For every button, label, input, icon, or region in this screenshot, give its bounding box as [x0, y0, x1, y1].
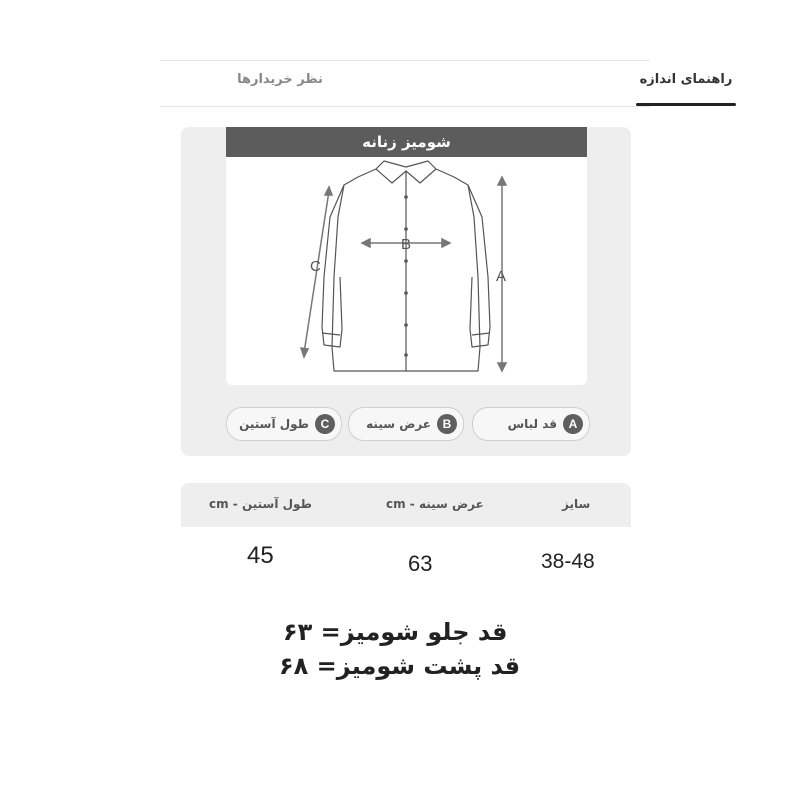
- front-length-note: قد جلو شومیز= ۶۳: [283, 618, 508, 646]
- header-size: سایز: [562, 497, 591, 511]
- legend-item-a: [472, 407, 590, 441]
- tab-bar: [160, 62, 733, 107]
- tab-reviews[interactable]: [220, 72, 340, 87]
- shirt-diagram: [226, 157, 587, 385]
- top-divider: [160, 60, 650, 61]
- active-tab-indicator: [636, 103, 736, 106]
- label-a: A: [496, 268, 507, 285]
- legend-label-a: قد لباس: [507, 417, 557, 431]
- shirt-illustration: [226, 157, 587, 385]
- legend-badge-c: C: [315, 414, 335, 434]
- label-c: C: [310, 258, 321, 275]
- legend-item-b: [348, 407, 464, 441]
- tab-reviews-label: نظر خریدارها: [237, 72, 323, 87]
- legend-badge-b: B: [437, 414, 457, 434]
- legend-badge-a: A: [563, 414, 583, 434]
- tab-size-guide-label: راهنمای اندازه: [639, 72, 733, 87]
- card-title: شومیز زنانه: [226, 127, 587, 157]
- legend-label-c: طول آستین: [239, 417, 309, 431]
- cell-sleeve: 45: [247, 542, 274, 569]
- legend-item-c: [226, 407, 342, 441]
- cell-size: 38-48: [541, 550, 595, 573]
- header-chest: عرض سینه - cm: [386, 497, 484, 511]
- tab-size-guide[interactable]: [630, 72, 742, 106]
- header-sleeve: طول آستین - cm: [209, 497, 312, 511]
- back-length-note: قد پشت شومیز= ۶۸: [279, 652, 521, 680]
- cell-chest: 63: [408, 551, 433, 576]
- legend-label-b: عرض سینه: [366, 417, 431, 431]
- label-b: B: [401, 236, 412, 253]
